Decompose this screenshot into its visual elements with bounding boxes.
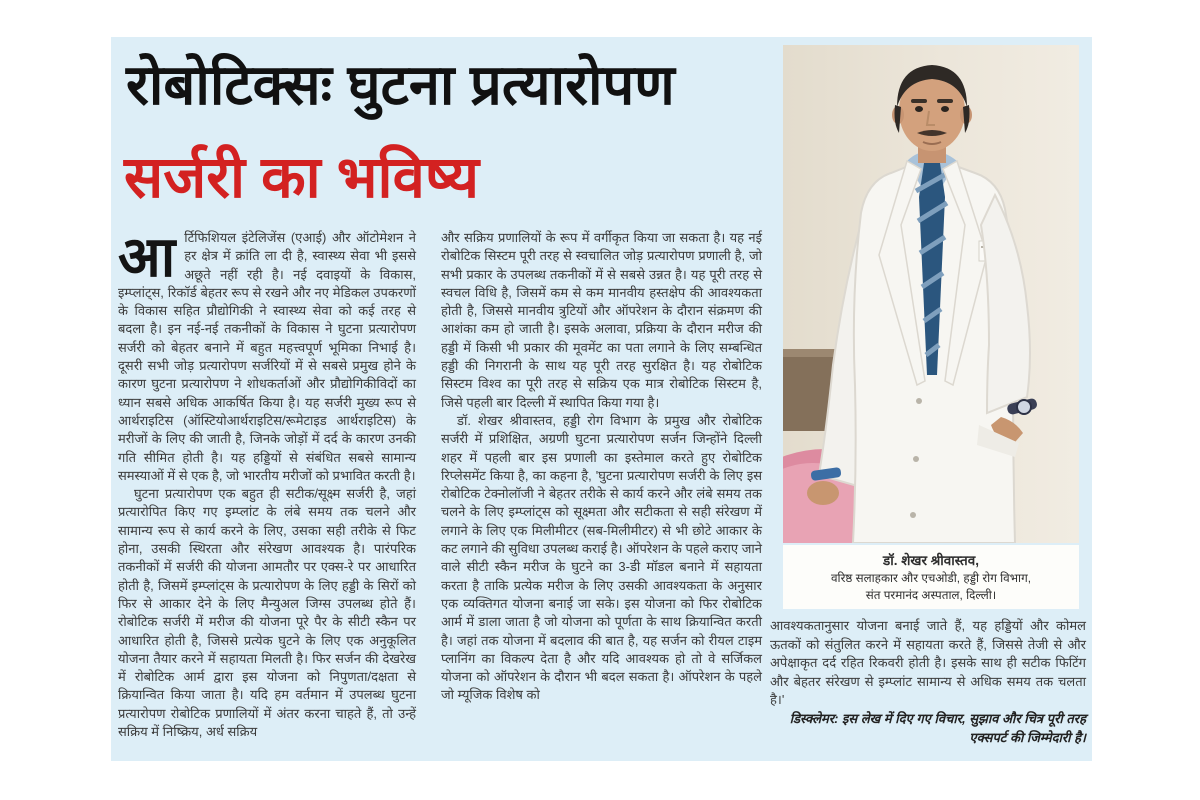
article-text: र्टिफिशियल इंटेलिजेंस (एआई) और ऑटोमेशन ने हर क्षेत्र में क्रांति ला दी है, स्वास्थ्य सेवा भी इससे अछूते नहीं रही है। नई दवाइयों के विकास, इम्प्लांट्स, रिकॉर्ड बेहतर रूप से रखने और नए मेडिकल उपकरणों के विकास सहित प्रौद्योगिकी ने स्वास्थ्य सेवा को कई तरह से बदला है। इन नई-नई तकनीकों के विकास ने घुटना प्रत्यारोपण सर्जरी को बेहतर बनाने में बहुत महत्त्वपूर्ण भूमिका निभाई है। दूसरी सभी जोड़ प्रत्यारोपण सर्जरियों में से सबसे प्रमुख होने के कारण घुटना प्रत्यारोपण ने शोधकर्ताओं और प्रौद्योगिकीविदों का ध्यान सबसे अधिक आकर्षित किया है। यह सर्जरी मुख्य रूप से आर्थराइटिस (ऑस्टियोआर्थराइटिस/रूमेटाइड आर्थराइटिस) के मरीजों के लिए की जाती है, जिनके जोड़ों में दर्द के कारण उनकी गति सीमित होती है। यह हड्डियों से संबंधित सबसे सामान्य समस्याओं में से एक है, जो भारतीय मरीजों को प्रभावित करती है।	[118, 230, 416, 483]
article-text: डॉ. शेखर श्रीवास्तव, हड्डी रोग विभाग के प्रमुख और रोबोटिक सर्जरी में प्रशिक्षित, अग्रणी घुटना प्रत्यारोपण सर्जन जिन्होंने दिल्ली शहर में पहली बार इस प्रणाली का इस्तेमाल करते हुए रोबोटिक रिप्लेसमेंट किया है, का कहना है, 'घुटना प्रत्यारोपण सर्जरी के लिए इस रोबोटिक टेक्नोलॉजी ने बेहतर तरीके से कार्य करने और लंबे समय तक चलने के लिए इम्प्लांट्स को सूक्ष्मता और सटीकता से सही संरेखण में लगाने के लिए एक मिलीमीटर (सब-मिलीमीटर) से भी छोटे आकार के कट लगाने की सुविधा उपलब्ध कराई है। ऑपरेशन के पहले कराए जाने वाले सीटी स्कैन मरीज के घुटने का 3-डी मॉडल बनाने में सहायता करता है ताकि प्रत्येक मरीज के लिए उसकी आवश्यकता के अनुसार एक व्यक्तिगत योजना बनाई जा सके। इस योजना को फिर रोबोटिक आर्म में डाला जाता है जो योजना को पूर्णता के साथ क्रियान्वित करती है। जहां तक योजना में बदलाव की बात है, यह सर्जन को रीयल टाइम प्लानिंग का विकल्प देता है और यदि आवश्यक हो तो वे सर्जिकल योजना को ऑपरेशन के दौरान भी बदल सकता है। ऑपरेशन के पहले जो म्यूजिक विशेष को	[441, 412, 762, 703]
article-text: और सक्रिय प्रणालियों के रूप में वर्गीकृत किया जा सकता है। यह नई रोबोटिक सिस्टम पूरी तरह से स्वचालित जोड़ प्रत्यारोपण प्रणाली है, जो सभी प्रकार के उपलब्ध तकनीकों में से सबसे उन्नत है। यह पूरी तरह से स्वचल विधि है, जिसमें कम से कम मानवीय हस्तक्षेप की आवश्यकता होती है, जिससे मानवीय त्रुटियों और ऑपरेशन के दौरान संक्रमण की आशंका कम हो जाती है। इसके अलावा, प्रक्रिया के दौरान मरीज की हड्डी में किसी भी प्रकार की मूवमेंट का पता लगाने के लिए सम्बन्धित हड्डी की निगरानी के साथ यह पूरी तरह सुरक्षित है। यह रोबोटिक सिस्टम विश्व का पूरी तरह से सक्रिय एक मात्र रोबोटिक सिस्टम है, जिसे पहली बार दिल्ली में स्थापित किया गया है।	[441, 230, 762, 410]
article-column-3	[770, 617, 1086, 747]
headline-line2: सर्जरी का भविष्य	[124, 145, 480, 210]
article-text: आवश्यकतानुसार योजना बनाई जाते हैं, यह हड्डियों और कोमल ऊतकों को संतुलित करने में सहायता करते हैं, जिससे तेजी से और अपेक्षाकृत दर्द रहित रिकवरी होती है। इसके साथ ही सटीक फिटिंग और बेहतर संरेखण से इम्प्लांट सामान्य से अधिक समय तक चलता है।'	[770, 618, 1086, 708]
coat-button	[910, 512, 916, 518]
eye	[915, 106, 923, 112]
eyebrow	[911, 99, 927, 103]
eyebrow	[937, 99, 953, 103]
doctor-photo	[783, 45, 1079, 543]
article-text: घुटना प्रत्यारोपण एक बहुत ही सटीक/सूक्ष्म सर्जरी है, जहां प्रत्यारोपित किए गए इम्प्लांट के लंबे समय तक चलने और सामान्य रूप से कार्य करने के लिए, उसका सही तरीके से फिट होना, उसकी स्थिरता और संरेखण आवश्यक है। पारंपरिक तकनीकों में सर्जरी की योजना आमतौर पर एक्स-रे पर आधारित होती है, जिसमें इम्प्लांट्स के प्रत्यारोपण के लिए हड्डी के सिरों को फिर से आकार देने के लिए मैन्युअल जिग्स उपलब्ध होते हैं। रोबोटिक सर्जरी में मरीज की योजना पूरे पैर के सीटी स्कैन पर आधारित होती है, जिससे प्रत्येक घुटने के लिए एक अनुकूलित योजना तैयार करने में सहायता मिलती है। फिर सर्जन की देखरेख में रोबोटिक आर्म द्वारा इस योजना को निपुणता/दक्षता से क्रियान्वित किया जाता है। यदि हम वर्तमान में उपलब्ध घुटना प्रत्यारोपण रोबोटिक प्रणालियों में अंतर करना चाहते हैं, तो उन्हें सक्रिय में निष्क्रिय, अर्ध सक्रिय	[118, 486, 416, 740]
article-paragraph	[118, 485, 416, 741]
article-paragraph	[770, 617, 1086, 710]
doctor-photo-illustration	[783, 45, 1079, 543]
article-column-1	[118, 225, 416, 741]
caption-role: वरिष्ठ सलाहकार और एचओडी, हड्डी रोग विभाग,	[830, 570, 1032, 585]
disclaimer-text: इस लेख में दिए गए विचार, सुझाव और चित्र पूरी तरह एक्सपर्ट की जिम्मेदारी है।	[838, 710, 1086, 745]
coat-button	[916, 398, 922, 404]
photo-caption	[783, 545, 1079, 609]
article-column-2	[441, 229, 762, 705]
article-paragraph	[118, 225, 416, 485]
disclaimer	[770, 710, 1086, 747]
eye	[941, 106, 949, 112]
caption-name: डॉ. शेखर श्रीवास्तव,	[883, 552, 979, 568]
headline-line1: रोबोटिक्सः घुटना प्रत्यारोपण	[126, 53, 675, 116]
caption-org: संत परमानंद अस्पताल, दिल्ली।	[865, 587, 997, 602]
disclaimer-label: डिस्क्लेमर:	[789, 710, 839, 726]
right-hand	[807, 481, 839, 505]
article-paragraph	[441, 229, 762, 412]
watch-face	[1017, 400, 1031, 414]
article-paragraph	[441, 412, 762, 705]
coat-button	[913, 456, 919, 462]
drop-cap: आ	[118, 225, 176, 288]
